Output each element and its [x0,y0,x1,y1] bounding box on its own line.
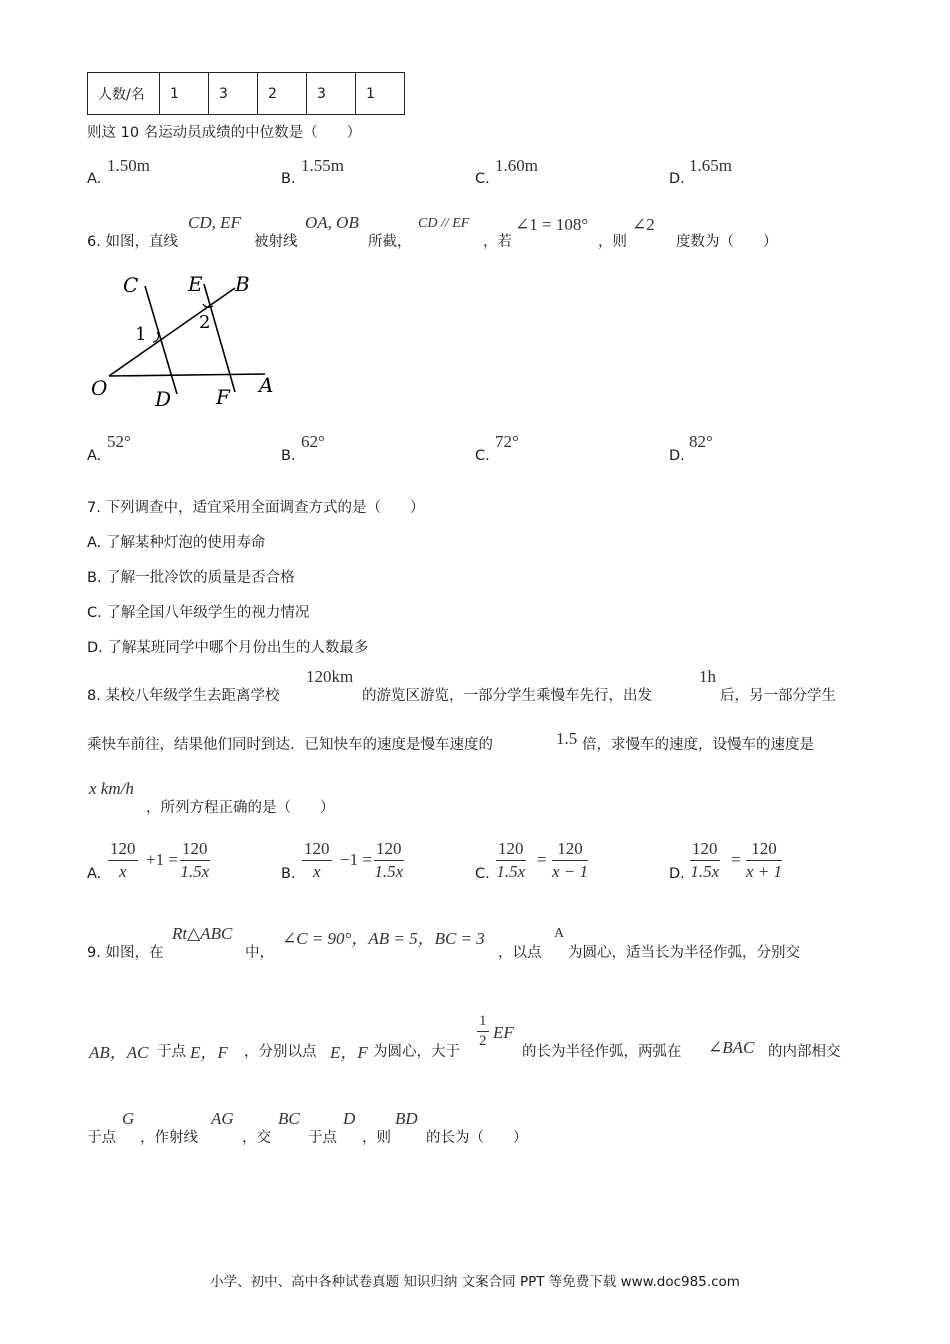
numerator: 120 [690,839,720,861]
q5-option-b-value: 1.55m [301,156,344,175]
q9-text: ，以点 [498,945,542,961]
q6-option-b-value: 62° [301,432,325,451]
q8-option-c-letter: C. [475,866,490,882]
q5-option-c-value: 1.60m [495,156,538,175]
q8-text: 后，另一部分学生 [720,688,836,704]
q9-math-d: D [343,1109,356,1128]
label-c: C [123,273,139,297]
q9-math-points-ef: E，F [190,1043,228,1062]
q7-option-c: C. 了解全国八年级学生的视力情况 [87,605,310,621]
q8-option-b-letter: B. [281,866,296,882]
q9-text: 的长为半径作弧，两弧在 [522,1044,682,1060]
q6-option-c-letter: C. [475,448,490,464]
denominator: x − 1 [552,862,589,881]
label-angle-1: 1 [135,324,147,345]
q7-option-a: A. 了解某种灯泡的使用寿命 [87,535,266,551]
q9-text: 于点 [308,1130,337,1146]
label-d: D [155,387,172,411]
label-b: B [235,272,250,296]
q6-text: 度数为（ ） [676,234,778,250]
ray-ob [109,288,235,376]
q6-text: ，则 [598,234,627,250]
q6-text: ，若 [483,234,512,250]
q8-math-ratio: 1.5 [556,729,578,748]
q7-option-b: B. 了解一批冷饮的质量是否合格 [87,570,295,586]
q9-math-ab-ac: AB，AC [89,1043,149,1062]
q6-math-rays: OA, OB [305,213,359,232]
denominator: 1.5x [690,862,720,881]
q9-math-point-a: A [554,926,565,941]
q8-math-hour: 1h [699,667,716,686]
denominator: 1.5x [496,862,526,881]
q6-option-a-letter: A. [87,448,102,464]
q6-text: 被射线 [254,234,298,250]
q7-stem: 7. 下列调查中，适宜采用全面调查方式的是（ ） [87,500,425,516]
q9-text: 的长为（ ） [426,1130,528,1146]
q9-math-bc: BC [278,1109,300,1128]
q6-option-d-value: 82° [689,432,713,451]
q6-text: 6. 如图，直线 [87,234,178,250]
q5-stem: 则这 10 名运动员成绩的中位数是（ ） [87,125,362,141]
q8-option-b-operator: −1 = [340,850,372,869]
table-cell: 3 [209,73,258,115]
q6-option-c-value: 72° [495,432,519,451]
label-f: F [216,385,230,409]
numerator: 120 [552,839,588,861]
q8-option-d-operator: = [731,850,741,869]
label-o: O [91,376,108,400]
numerator: 120 [108,839,138,861]
q8-option-d-fraction-right [746,839,782,883]
q9-math-g: G [122,1109,135,1128]
q6-option-b-letter: B. [281,448,296,464]
q9-text: ，交 [242,1130,271,1146]
numerator: 120 [374,839,404,861]
line-cd [145,286,177,394]
q9-text: 9. 如图，在 [87,945,164,961]
q9-text: ，则 [362,1130,391,1146]
q9-fraction-half [477,1013,489,1051]
q6-option-a-value: 52° [107,432,131,451]
q9-math-ag: AG [211,1109,234,1128]
line-ef [204,284,235,392]
table-header-cell: 人数/名 [88,73,160,115]
numerator: 120 [302,839,332,861]
q9-math-points-ef-2: E，F [330,1043,368,1062]
q9-text: 于点 [157,1044,186,1060]
numerator: 120 [496,839,526,861]
table-cell: 3 [307,73,356,115]
q8-option-a-letter: A. [87,866,102,882]
q8-option-a-fraction-left [108,839,138,883]
q9-text: ，分别以点 [244,1044,317,1060]
q8-option-b-fraction-left [302,839,332,883]
q6-option-d-letter: D. [669,448,685,464]
angle-1-arc [153,332,159,342]
label-e: E [188,272,203,296]
q5-option-d-letter: D. [669,171,685,187]
q9-text: ，作射线 [140,1130,198,1146]
q9-math-angle-bac: ∠BAC [708,1038,755,1057]
q6-geometry-figure [85,270,285,415]
q8-option-b-fraction-right [374,839,404,883]
q8-option-c-fraction-right [552,839,588,883]
table-cell: 1 [160,73,209,115]
q6-math-angle2: ∠2 [632,215,655,234]
table-row [88,73,405,115]
table-cell: 1 [356,73,405,115]
q5-option-a-letter: A. [87,171,102,187]
q8-text: 的游览区游览，一部分学生乘慢车先行，出发 [362,688,652,704]
q6-math-parallel: CD // EF [418,216,470,231]
denominator: x [118,862,127,881]
numerator: 120 [180,839,210,861]
q8-text: 乘快车前往，结果他们同时到达．已知快车的速度是慢车速度的 [87,737,493,753]
label-angle-2: 2 [199,312,211,333]
label-a: A [259,373,274,397]
denominator: 1.5x [374,862,404,881]
q5-option-d-value: 1.65m [689,156,732,175]
q9-text: 于点 [87,1130,116,1146]
q8-option-a-fraction-right [180,839,210,883]
q9-math-triangle: Rt△ABC [172,924,233,943]
q7-option-d: D. 了解某班同学中哪个月份出生的人数最多 [87,640,369,656]
numerator: 1 [477,1013,489,1032]
score-table [87,72,405,115]
q8-option-a-operator: +1 = [146,850,178,869]
q8-text: 8. 某校八年级学生去距离学校 [87,688,280,704]
q8-option-c-operator: = [537,850,547,869]
q8-option-d-letter: D. [669,866,685,882]
page-footer: 小学、初中、高中各种试卷真题 知识归纳 文案合同 PPT 等免费下载 www.doc985.com [210,1274,740,1290]
denominator: 1.5x [180,862,210,881]
q6-math-lines: CD, EF [188,213,241,232]
q8-math-speed: x km/h [89,779,134,798]
q8-math-distance: 120km [306,667,354,686]
q5-option-b-letter: B. [281,171,296,187]
q6-text: 所截， [368,234,412,250]
denominator: x + 1 [746,862,783,881]
q8-option-c-fraction-left [496,839,526,883]
q6-math-angle1: ∠1 = 108° [515,215,589,234]
denominator: 2 [479,1033,487,1049]
denominator: x [312,862,321,881]
numerator: 120 [746,839,782,861]
q9-math-ef: EF [493,1023,514,1042]
table-cell: 2 [258,73,307,115]
q8-text: 倍，求慢车的速度，设慢车的速度是 [582,737,814,753]
q5-option-a-value: 1.50m [107,156,150,175]
q8-text: ，所列方程正确的是（ ） [146,800,335,816]
q5-option-c-letter: C. [475,171,490,187]
q9-text: 的内部相交 [768,1044,841,1060]
q8-option-d-fraction-left [690,839,720,883]
q9-text: 中， [245,945,274,961]
q9-text: 为圆心，大于 [373,1044,460,1060]
q9-math-bd: BD [395,1109,418,1128]
ray-oa [109,374,265,376]
q9-math-conditions: ∠C = 90°，AB = 5，BC = 3 [282,929,485,948]
q9-text: 为圆心，适当长为半径作弧，分别交 [568,945,800,961]
